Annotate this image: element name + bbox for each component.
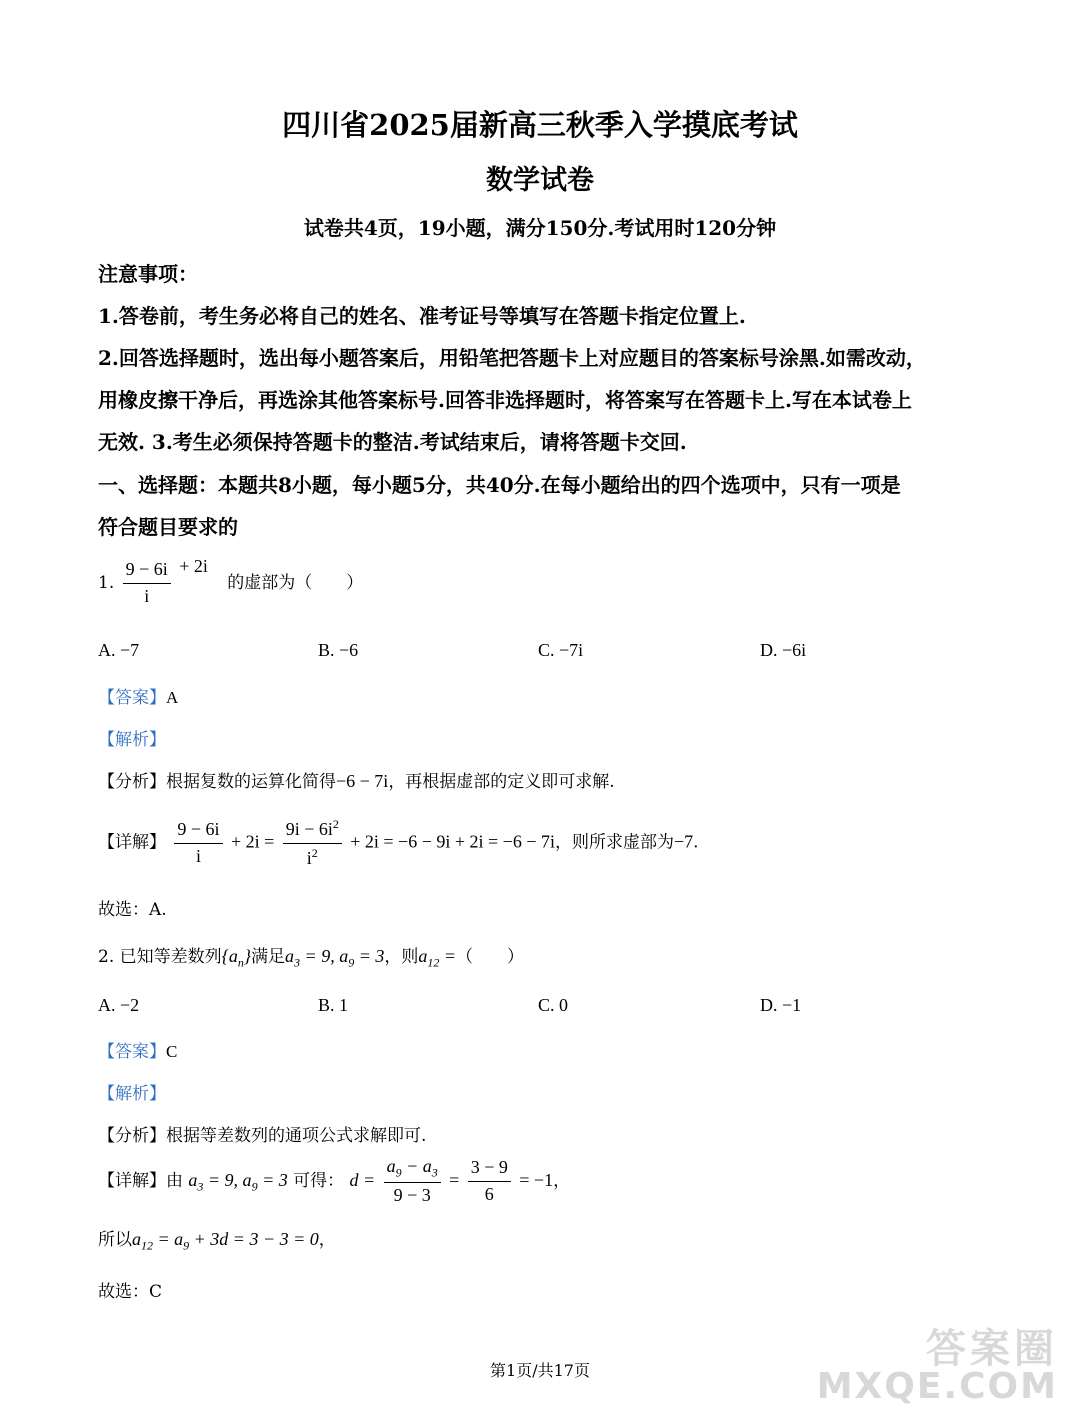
q2-stem-text-c: ，则: [384, 947, 419, 967]
q2-detail-line-2: [98, 1225, 336, 1254]
q2-option-a: A. −2: [98, 995, 140, 1015]
watermark-logo: [816, 1326, 1058, 1407]
q2-d-fraction-1: [384, 1156, 441, 1207]
section-heading-line-1: 一、选择题：本题共8小题，每小题5分，共40分.在每小题给出的四个选项中，只有一项是: [98, 473, 901, 497]
q2-d-fraction-1-numerator-sub-9: 9: [395, 1165, 402, 1180]
q2-d-fraction-1-numerator-a: a: [386, 1156, 396, 1176]
q2-d-fraction-2: [468, 1157, 511, 1205]
q2-option-d: D. −1: [760, 995, 802, 1015]
q2-number: 2.: [98, 947, 115, 967]
q1-fraction: [123, 559, 171, 607]
q1-detail-fraction-2-numerator: [283, 817, 342, 844]
q1-fraction-denominator: i: [144, 586, 150, 606]
q2-line2-expression-a: a: [132, 1229, 141, 1249]
q2-fenxi: [98, 1121, 426, 1146]
q2-d-fraction-1-numerator-mid: − a: [401, 1156, 432, 1176]
section-heading-line-2: 符合题目要求的: [98, 515, 238, 539]
notice-heading: 注意事项：: [98, 262, 198, 286]
q2-ask-eq: =: [439, 946, 457, 966]
q2-condition-sub-3: 3: [294, 955, 301, 970]
q2-ask-subscript: 12: [427, 955, 440, 970]
q2-fenxi-tag: 【分析】: [98, 1126, 166, 1146]
q2-d-fraction-1-numerator: [384, 1156, 441, 1183]
q2-d-lhs: d =: [349, 1169, 376, 1190]
q2-answer-tag: 【答案】: [98, 1042, 166, 1062]
q1-detail-fraction-2-numerator-exponent: 2: [332, 817, 339, 831]
q1-option-a: A. −7: [98, 640, 140, 660]
notice-item-2-line-1: 2.回答选择题时，选出每小题答案后，用铅笔把答题卡上对应题目的答案标号涂黑.如需改动，: [98, 346, 926, 370]
q1-detail-fraction-1-denominator: i: [195, 845, 201, 866]
q1-answer-value: A: [166, 688, 179, 707]
q2-detail-condition-sub-9: 9: [251, 1179, 258, 1194]
q2-detail-condition: [188, 1169, 288, 1194]
q1-detail-fraction-2-denominator-exponent: 2: [311, 845, 318, 860]
q1-detail-fraction-2: [283, 817, 342, 869]
q1-fenxi-text-b: ，再根据虚部的定义即可求解.: [388, 772, 615, 792]
q1-detail-tag: 【详解】: [98, 832, 166, 853]
q2-d-fraction-1-denominator: 9 − 3: [393, 1184, 431, 1205]
q1-option-b: B. −6: [318, 640, 359, 660]
q2-condition-mid: = 9, a: [300, 946, 349, 966]
q1-detail-end: .: [693, 832, 699, 853]
q2-detail-condition-mid: = 9, a: [203, 1169, 252, 1190]
q2-line2-comma: ，: [318, 1230, 336, 1250]
q2-condition-sub-9: 9: [348, 955, 355, 970]
q1-detail-fraction-2-denominator-text: i: [306, 847, 312, 868]
q2-line2-expression-sub-12: 12: [141, 1238, 153, 1253]
q2-conclusion: 故选：C: [98, 1282, 163, 1302]
q1-fenxi-text-a: 根据复数的运算化简得: [166, 772, 336, 792]
q1-fenxi-tag: 【分析】: [98, 772, 166, 792]
q2-ask-a: a: [418, 946, 428, 966]
q1-detail-fraction-2-numerator-text: 9i − 6i: [285, 819, 333, 839]
q2-analysis-tag: 【解析】: [98, 1084, 166, 1104]
q2-detail-tag: 【详解】: [98, 1170, 166, 1191]
q1-detail: [98, 817, 699, 869]
q1-number: 1.: [98, 573, 115, 593]
watermark-line-1: 答案圈: [926, 1326, 1058, 1372]
q2-detail-text-b: 可得：: [293, 1170, 345, 1191]
q1-detail-value: −7: [673, 831, 694, 852]
exam-subject: 数学试卷: [486, 165, 594, 196]
q2-stem-text-d: （ ）: [456, 947, 525, 967]
q2-sequence-text: {a: [221, 946, 238, 966]
q1-fenxi-expression: −6 − 7i: [336, 771, 389, 791]
notice-item-2-line-3: 无效. 3.考生必须保持答题卡的整洁.考试结束后，请将答题卡交回.: [98, 430, 687, 454]
q1-stem-text: 的虚部为（ ）: [227, 573, 364, 593]
q2-detail-condition-sub-3: 3: [197, 1179, 204, 1194]
q2-detail-condition-end: = 3: [257, 1169, 288, 1190]
q1-conclusion: 故选：A.: [98, 900, 167, 920]
q1-option-d: D. −6i: [760, 640, 807, 660]
q2-d-eq-1: =: [449, 1169, 460, 1190]
q2-stem: [98, 942, 524, 971]
q2-line2-expression-sub-9: 9: [183, 1238, 190, 1253]
q2-fenxi-text: 根据等差数列的通项公式求解即可.: [166, 1126, 427, 1146]
q1-detail-tail: ，则所求虚部为: [554, 832, 674, 853]
q2-sequence-close: }: [243, 946, 252, 966]
q2-stem-text-b: 满足: [251, 947, 286, 967]
q2-condition-a: a: [285, 946, 295, 966]
q2-line2-expression-c: + 3d = 3 − 3 = 0: [189, 1229, 319, 1249]
q2-answer-value: C: [166, 1042, 178, 1061]
q1-detail-middle: + 2i =: [230, 831, 275, 852]
q2-condition: [285, 946, 385, 970]
q2-ask: [418, 946, 457, 970]
notice-item-1: 1.答卷前，考生务必将自己的姓名、准考证号等填写在答题卡指定位置上.: [98, 304, 746, 328]
q1-analysis-tag: 【解析】: [98, 730, 166, 750]
notice-item-2-line-2: 用橡皮擦干净后，再选涂其他答案标号.回答非选择题时，将答案写在答题卡上.写在本试卷上: [98, 388, 912, 412]
q1-detail-fraction-2-denominator: [304, 844, 321, 870]
q2-detail-condition-a: a: [188, 1169, 198, 1190]
q2-answer-line: [98, 1037, 177, 1062]
q1-fenxi: [98, 767, 615, 792]
q2-d-fraction-1-numerator-sub-3: 3: [431, 1165, 438, 1180]
q2-option-b: B. 1: [318, 995, 349, 1015]
page-number: 第1页/共17页: [490, 1361, 590, 1380]
exam-title: 四川省2025届新高三秋季入学摸底考试: [282, 108, 798, 142]
q2-line2-text-a: 所以: [98, 1230, 132, 1250]
q2-d-fraction-2-numerator: 3 − 9: [468, 1157, 511, 1182]
q1-answer-tag: 【答案】: [98, 688, 166, 708]
q2-d-comma: ，: [553, 1170, 571, 1191]
q1-detail-fraction-1: [174, 819, 222, 867]
q2-line2-expression: [132, 1229, 319, 1253]
watermark-line-2: MXQE.COM: [816, 1366, 1058, 1407]
exam-info: 试卷共4页，19小题，满分150分.考试用时120分钟: [303, 216, 777, 240]
q1-stem: [98, 556, 363, 608]
q1-detail-fraction-1-numerator: 9 − 6i: [174, 819, 222, 844]
q2-line2-expression-b: = a: [153, 1229, 184, 1249]
q1-fraction-numerator: 9 − 6i: [123, 559, 171, 584]
q2-option-c: C. 0: [538, 995, 569, 1015]
q2-sequence: [221, 946, 252, 970]
q2-d-rest: = −1: [519, 1169, 554, 1190]
q2-condition-end: = 3: [354, 946, 385, 966]
q2-stem-text-a: 已知等差数列: [119, 947, 222, 967]
q2-detail: [98, 1156, 570, 1207]
q1-answer-line: [98, 683, 178, 708]
q2-d-fraction-2-denominator: 6: [484, 1183, 494, 1204]
q1-plus-term: + 2i: [179, 556, 208, 576]
q1-option-c: C. −7i: [538, 640, 584, 660]
q1-detail-rest: + 2i = −6 − 9i + 2i = −6 − 7i: [350, 831, 555, 852]
q2-sequence-subscript: n: [237, 955, 244, 970]
q2-detail-text-a: 由: [166, 1170, 183, 1191]
